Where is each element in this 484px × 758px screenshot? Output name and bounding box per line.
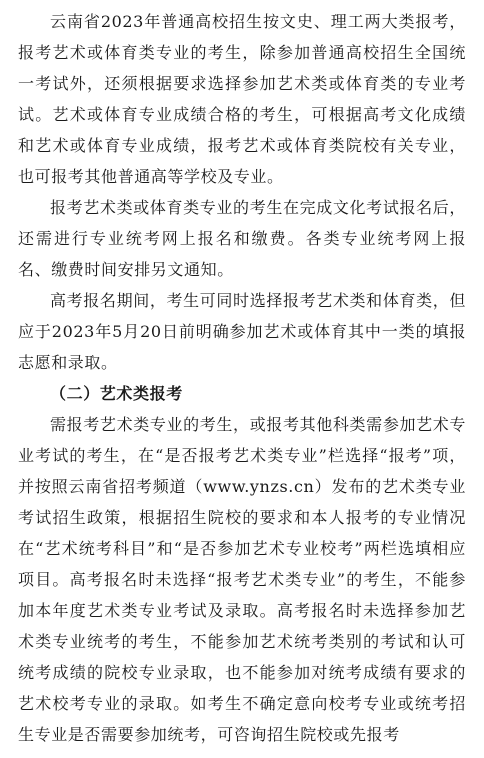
paragraph-arts-registration-details: 需报考艺术类专业的考生，或报考其他科类需参加艺术专业考试的考生，在“是否报考艺术类专业”栏选择“报考”项，并按照云南省招考频道（www.ynzs.cn）发布的艺术类专业考试招生政策，根据招生院校的要求和本人报考的专业情况在“艺术统考科目”和“是否参加艺术专业校考”两栏选填相应项目。高考报名时未选择“报考艺术类专业”的考生，不能参加本年度艺术类专业考试及录取。高考报名时未选择参加艺术类专业统考的考生，不能参加艺术统考类别的考试和认可统考成绩的院校专业录取，也不能参加对统考成绩有要求的艺术校考专业的录取。如考生不确定意向校考专业或统考招生专业是否需要参加统考，可咨询招生院校或先报考 xyxy=(18,415,466,744)
paragraph-arts-sports-overview: 云南省2023年普通高校招生按文史、理工两大类报考，报考艺术或体育类专业的考生，除参加普通高校招生全国统一考试外，还须根据要求选择参加艺术类或体育类的专业考试。艺术或体育专业成绩合格的考生，可根据高考文化成绩和艺术或体育专业成绩，报考艺术或体育类院校有关专业，也可报考其他普通高等学校及专业。 xyxy=(18,12,466,186)
section-heading-arts: （二）艺术类报考 xyxy=(50,384,183,403)
paragraph-registration-deadline: 高考报名期间，考生可同时选择报考艺术类和体育类，但应于2023年5月20日前明确参加艺术或体育其中一类的填报志愿和录取。 xyxy=(18,291,466,372)
paragraph-online-registration: 报考艺术类或体育类专业的考生在完成文化考试报名后，还需进行专业统考网上报名和缴费。各类专业统考网上报名、缴费时间安排另文通知。 xyxy=(18,198,466,279)
